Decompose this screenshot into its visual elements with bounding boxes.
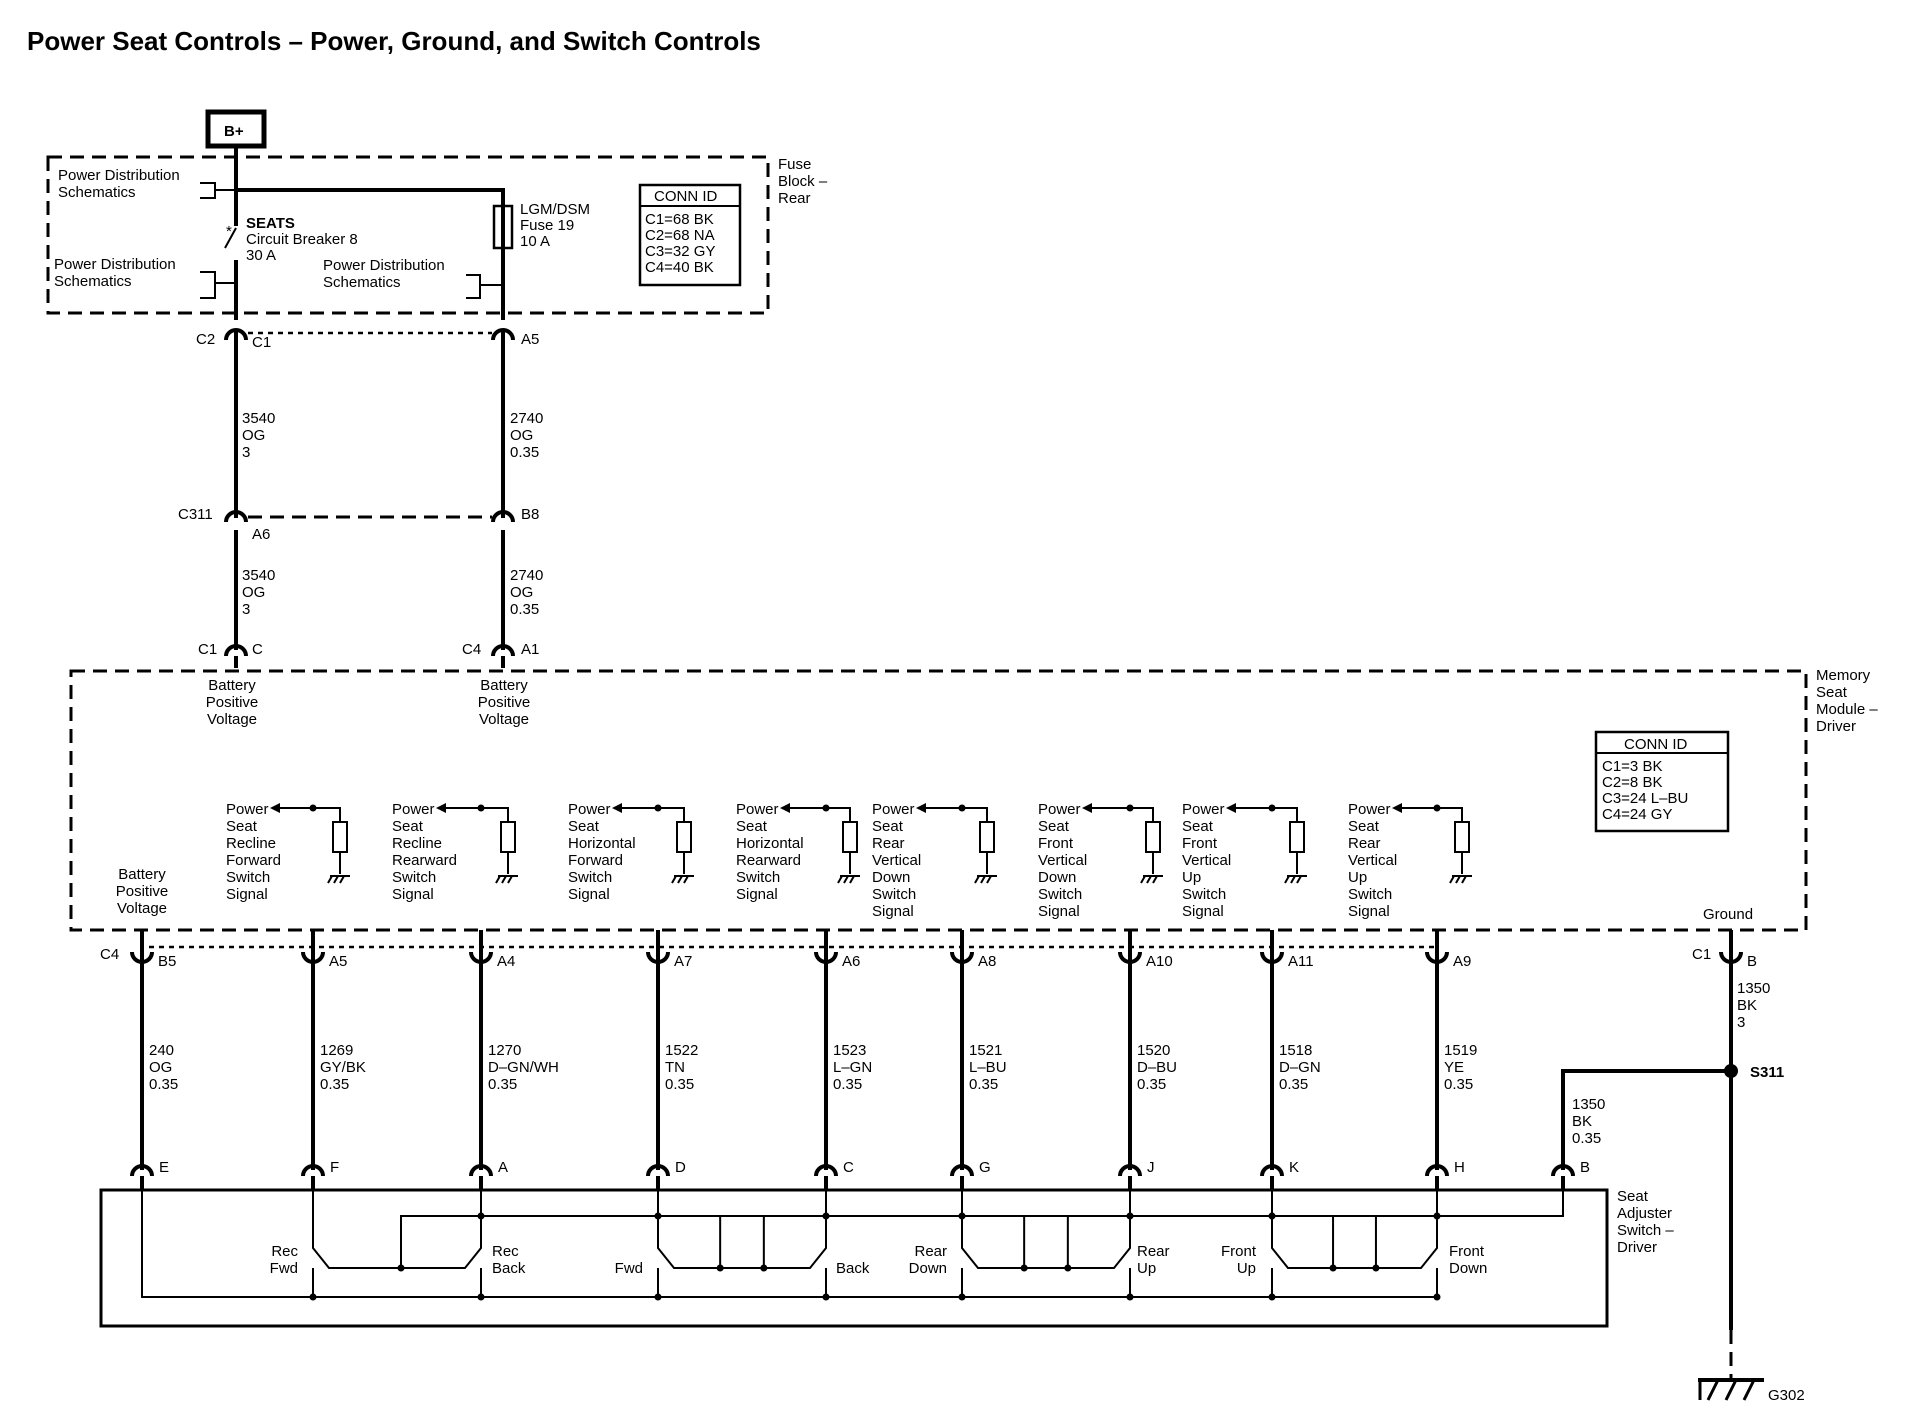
wire-2740-label: 0.35: [510, 601, 540, 618]
resistor-branch: [1272, 808, 1297, 822]
pin-label-bottom: H: [1454, 1159, 1465, 1176]
wire-3540-label: 3540: [242, 410, 276, 427]
circuit-wire-label: 0.35: [320, 1076, 350, 1093]
signal-label-line: Recline: [226, 835, 277, 852]
conn-label-c311: C311: [178, 506, 213, 523]
circuit-wire-label: GY/BK: [320, 1059, 366, 1076]
module-conn-row: C2=8 BK: [1602, 774, 1663, 791]
wire-2740-label: 0.35: [510, 444, 540, 461]
switch-label-line: Seat: [1617, 1188, 1648, 1205]
resistor-branch: [962, 808, 987, 822]
signal-label-line: Seat: [1348, 818, 1379, 835]
junction-dot: [823, 1213, 830, 1220]
connector-pin-bottom-symbol: [648, 1166, 668, 1176]
bpv-bottom-label: Battery: [118, 866, 166, 883]
signal-label-line: Power: [736, 801, 779, 818]
resistor-icon: [677, 822, 691, 852]
conn-label-c4-lower: C4: [100, 946, 120, 963]
fuse-feed-wire: [236, 190, 503, 206]
pds-bracket-3: [466, 275, 503, 298]
bpv-bottom-label: Positive: [115, 883, 169, 900]
circuit-wire-label: 0.35: [488, 1076, 518, 1093]
module-label-line: Module –: [1816, 701, 1878, 718]
circuit-wire-label: 0.35: [149, 1076, 179, 1093]
switch-front-down-label: Down: [1449, 1260, 1488, 1277]
ground-icon: [1141, 852, 1163, 883]
arrow-left-icon: [436, 803, 446, 813]
signal-label-line: Switch: [392, 869, 437, 886]
module-conn-row: C1=3 BK: [1602, 758, 1663, 775]
junction-dot: [1434, 1294, 1441, 1301]
signal-label-line: Seat: [568, 818, 599, 835]
wire-3540-label: 3540: [242, 567, 276, 584]
ground-icon: [1450, 852, 1472, 883]
wire-3540-label: OG: [242, 584, 266, 601]
switch-return-leg: [658, 1268, 826, 1297]
pds-bracket-2: [200, 272, 236, 298]
connector-pin-bottom-symbol: [816, 1166, 836, 1176]
junction-dot: [959, 1213, 966, 1220]
signal-label-line: Signal: [1038, 903, 1080, 920]
switch-back-label: Back: [836, 1260, 870, 1277]
junction-dot: [1434, 1213, 1441, 1220]
circuit-wire-label: 0.35: [969, 1076, 999, 1093]
signal-label-line: Down: [1038, 869, 1077, 886]
conn-label-c4: C4: [462, 641, 482, 658]
signal-label-line: Power: [872, 801, 915, 818]
switch-label-line: Adjuster: [1617, 1205, 1673, 1222]
signal-label-line: Seat: [392, 818, 423, 835]
arrow-left-icon: [916, 803, 926, 813]
signal-label-line: Down: [872, 869, 911, 886]
conn-label-c1: C1: [198, 641, 218, 658]
switch-rear-down-label: Rear: [914, 1243, 947, 1260]
circuit-wire-label: 1520: [1137, 1042, 1171, 1059]
pin-label-top: A7: [674, 953, 693, 970]
pds-label-2: Power Distribution: [54, 256, 176, 273]
bpv-left-label: Battery: [208, 677, 256, 694]
ground-icon: [328, 852, 350, 883]
signal-label-line: Seat: [1182, 818, 1213, 835]
memory-seat-module-boundary: [71, 671, 1806, 930]
resistor-branch: [1130, 808, 1153, 822]
junction-dot: [478, 805, 485, 812]
circuit-wire-label: L–BU: [969, 1059, 1007, 1076]
battery-positive-label: B+: [224, 123, 244, 140]
switch-rec-fwd-label: Fwd: [269, 1260, 298, 1277]
connector-c4-a1-symbol: [493, 646, 513, 656]
bpv-right-label: Voltage: [478, 711, 530, 728]
wire-2740-label: OG: [510, 427, 534, 444]
resistor-branch: [826, 808, 850, 822]
signal-label-line: Up: [1182, 869, 1202, 886]
breaker-label: 30 A: [246, 247, 277, 264]
wire-3540-label: OG: [242, 427, 266, 444]
module-conn-row: C3=24 L–BU: [1602, 790, 1689, 807]
junction-dot: [823, 805, 830, 812]
junction-dot: [1269, 805, 1276, 812]
switch-front-down-label: Front: [1449, 1243, 1485, 1260]
circuit-wire-label: 0.35: [833, 1076, 863, 1093]
signal-label-line: Up: [1348, 869, 1368, 886]
switch-contact-loop: [962, 1190, 1130, 1268]
signal-circuits: [226, 801, 1472, 920]
pds-label-3: Power Distribution: [323, 257, 445, 274]
ground-icon: [496, 852, 518, 883]
pds-label-1: Power Distribution: [58, 167, 180, 184]
junction-dot: [655, 805, 662, 812]
fuse-block-conn-row: C4=40 BK: [645, 259, 714, 276]
signal-label-line: Vertical: [1348, 852, 1398, 869]
signal-label-line: Vertical: [872, 852, 922, 869]
circuit-wire-label: 1523: [833, 1042, 867, 1059]
module-label-line: Seat: [1816, 684, 1847, 701]
signal-label-line: Signal: [392, 886, 434, 903]
arrow-left-icon: [1226, 803, 1236, 813]
signal-label-line: Switch: [1182, 886, 1227, 903]
switch-ground-wire-label: 1350: [1572, 1096, 1606, 1113]
fuse-block-label: [778, 156, 828, 207]
signal-label-line: Front: [1038, 835, 1074, 852]
lower-circuits: [132, 930, 1757, 1190]
pin-label-top: B: [1747, 953, 1758, 970]
switch-rec-back-label: Back: [492, 1260, 526, 1277]
conn-label-a1: A1: [521, 641, 540, 658]
fuse-block-conn-row: C3=32 GY: [645, 243, 716, 260]
connector-pin-bottom-symbol: [1262, 1166, 1282, 1176]
pin-label-top: A11: [1288, 953, 1314, 970]
connector-pin-bottom-symbol: [471, 1166, 491, 1176]
conn-label-c1: C1: [252, 334, 272, 351]
signal-label-line: Signal: [226, 886, 268, 903]
fuse-block-label-line: Rear: [778, 190, 811, 207]
signal-label-line: Vertical: [1038, 852, 1088, 869]
switch-rec-back-label: Rec: [492, 1243, 519, 1260]
signal-label-line: Power: [568, 801, 611, 818]
conn-label-b8: B8: [521, 506, 540, 523]
resistor-branch: [1437, 808, 1462, 822]
signal-label-line: Rear: [1348, 835, 1381, 852]
signal-label-line: Horizontal: [568, 835, 636, 852]
switch-return-leg: [1272, 1268, 1437, 1297]
wire-2740-label: 2740: [510, 410, 544, 427]
switch-ground-tap: [1024, 1216, 1068, 1268]
fuse-label: 10 A: [520, 233, 551, 250]
switch-contact-loop: [313, 1190, 481, 1268]
switch-front-up-label: Front: [1220, 1243, 1256, 1260]
signal-label-line: Power: [1182, 801, 1225, 818]
connector-pin-bottom-symbol: [952, 1166, 972, 1176]
circuit-wire-label: 1518: [1279, 1042, 1313, 1059]
wire-3540-label: 3: [242, 601, 251, 618]
pds-label-2: Schematics: [54, 273, 132, 290]
junction-dot: [959, 1294, 966, 1301]
module-conn-title: CONN ID: [1624, 736, 1688, 753]
conn-label-c: C: [252, 641, 263, 658]
signal-label-line: Switch: [226, 869, 271, 886]
ground-wire-label: BK: [1737, 997, 1758, 1014]
junction-dot: [398, 1265, 405, 1272]
switch-ground-tap: [1333, 1216, 1376, 1268]
pds-label-3: Schematics: [323, 274, 401, 291]
signal-label-line: Rear: [872, 835, 905, 852]
conn-label-c1-lower: C1: [1692, 946, 1712, 963]
circuit-wire-label: 0.35: [665, 1076, 695, 1093]
circuit-wire-label: 1270: [488, 1042, 522, 1059]
junction-dot: [655, 1213, 662, 1220]
ground-icon: [838, 852, 860, 883]
circuit-wire-label: 1522: [665, 1042, 699, 1059]
circuit-wire-label: 1521: [969, 1042, 1003, 1059]
pds-label-1: Schematics: [58, 184, 136, 201]
signal-label-line: Vertical: [1182, 852, 1232, 869]
pin-label-bottom: D: [675, 1159, 686, 1176]
signal-label-line: Switch: [1038, 886, 1083, 903]
resistor-icon: [980, 822, 994, 852]
signal-label-line: Power: [226, 801, 269, 818]
arrow-left-icon: [612, 803, 622, 813]
ground-icon: [975, 852, 997, 883]
signal-label-line: Signal: [872, 903, 914, 920]
wire-2740-label: OG: [510, 584, 534, 601]
connector-c1-c-symbol: [226, 646, 246, 656]
pds-bracket-1: [200, 183, 236, 198]
module-label-line: Driver: [1816, 718, 1856, 735]
conn-label-a5: A5: [521, 331, 540, 348]
module-conn-row: C4=24 GY: [1602, 806, 1673, 823]
pin-label-top: A9: [1453, 953, 1472, 970]
signal-label-line: Switch: [872, 886, 917, 903]
switch-contact-loop: [1272, 1190, 1437, 1268]
switch-front-up-label: Up: [1236, 1260, 1256, 1277]
pin-label-bottom: B: [1580, 1159, 1591, 1176]
signal-label-line: Signal: [1348, 903, 1390, 920]
signal-label-line: Forward: [568, 852, 624, 869]
arrow-left-icon: [270, 803, 280, 813]
ground-wire-label: 3: [1737, 1014, 1746, 1031]
circuit-wire-label: YE: [1444, 1059, 1465, 1076]
resistor-icon: [843, 822, 857, 852]
resistor-icon: [1290, 822, 1304, 852]
bpv-bottom-label: Voltage: [116, 900, 168, 917]
breaker-label: SEATS: [246, 215, 295, 232]
fuse-label: LGM/DSM: [520, 201, 591, 218]
breaker-star: *: [226, 223, 232, 240]
junction-dot: [1127, 1213, 1134, 1220]
junction-dot: [1330, 1265, 1337, 1272]
circuit-wire-label: 0.35: [1137, 1076, 1167, 1093]
signal-label-line: Front: [1182, 835, 1218, 852]
signal-label-line: Rearward: [392, 852, 458, 869]
switch-contact-loop: [658, 1190, 826, 1268]
circuit-wire-label: 240: [149, 1042, 175, 1059]
bpv-right-label: Battery: [480, 677, 528, 694]
junction-dot: [1434, 805, 1441, 812]
pin-label-bottom: F: [330, 1159, 340, 1176]
resistor-branch: [313, 808, 340, 822]
seat-adjuster-switch-box: [101, 1190, 1607, 1326]
switch-label-line: Driver: [1617, 1239, 1657, 1256]
switch-return-leg: [313, 1268, 481, 1297]
junction-dot: [959, 805, 966, 812]
ground-icon: [1285, 852, 1307, 883]
switch-fwd-label: Fwd: [614, 1260, 643, 1277]
switch-ground-wire-label: BK: [1572, 1113, 1593, 1130]
arrow-left-icon: [780, 803, 790, 813]
connector-pin-bottom-symbol: [1120, 1166, 1140, 1176]
module-ground-label: Ground: [1703, 906, 1754, 923]
switch-rear-down-label: Down: [908, 1260, 947, 1277]
junction-dot: [1269, 1294, 1276, 1301]
wire-2740-label: 2740: [510, 567, 544, 584]
signal-label-line: Switch: [568, 869, 613, 886]
ground-icon: [672, 852, 694, 883]
junction-dot: [310, 805, 317, 812]
splice-s311-label: S311: [1750, 1064, 1785, 1081]
junction-dot: [717, 1265, 724, 1272]
ground-wire-label: 1350: [1737, 980, 1771, 997]
fuse-label: Fuse 19: [520, 217, 575, 234]
arrow-left-icon: [1392, 803, 1402, 813]
pin-label-bottom: G: [979, 1159, 991, 1176]
signal-label-line: Seat: [1038, 818, 1069, 835]
bpv-left-label: Positive: [205, 694, 259, 711]
pin-label-bottom: C: [843, 1159, 854, 1176]
circuit-wire-label: L–GN: [833, 1059, 873, 1076]
circuit-wire-label: 1269: [320, 1042, 354, 1059]
resistor-icon: [333, 822, 347, 852]
circuit-wire-label: 1519: [1444, 1042, 1478, 1059]
resistor-branch: [658, 808, 684, 822]
resistor-icon: [501, 822, 515, 852]
junction-dot: [1021, 1265, 1028, 1272]
fuse-block-conn-title: CONN ID: [654, 188, 718, 205]
junction-dot: [1269, 1213, 1276, 1220]
signal-label-line: Seat: [736, 818, 767, 835]
switch-rec-fwd-label: Rec: [271, 1243, 298, 1260]
pin-label-bottom: E: [159, 1159, 170, 1176]
junction-dot: [823, 1294, 830, 1301]
junction-dot: [655, 1294, 662, 1301]
junction-dot: [760, 1265, 767, 1272]
signal-label-line: Signal: [1182, 903, 1224, 920]
pin-label-bottom: J: [1147, 1159, 1155, 1176]
junction-dot: [1127, 805, 1134, 812]
signal-label-line: Power: [1348, 801, 1391, 818]
signal-label-line: Seat: [226, 818, 257, 835]
diagram-title: Power Seat Controls – Power, Ground, and Switch Controls: [27, 26, 761, 56]
fuse-block-conn-row: C1=68 BK: [645, 211, 714, 228]
signal-label-line: Signal: [736, 886, 778, 903]
circuit-wire-label: OG: [149, 1059, 173, 1076]
circuit-wire-label: D–GN/WH: [488, 1059, 559, 1076]
signal-label-line: Signal: [568, 886, 610, 903]
pin-label-bottom: K: [1289, 1159, 1300, 1176]
connector-pin-bottom-symbol: [132, 1166, 152, 1176]
circuit-wire-label: 0.35: [1444, 1076, 1474, 1093]
pin-label-top: B5: [158, 953, 177, 970]
circuit-wire-label: 0.35: [1279, 1076, 1309, 1093]
resistor-branch: [481, 808, 508, 822]
module-label-line: Memory: [1816, 667, 1871, 684]
resistor-icon: [1455, 822, 1469, 852]
fuse-block-conn-row: C2=68 NA: [645, 227, 715, 244]
conn-label-a6: A6: [252, 526, 271, 543]
switch-rear-up-label: Rear: [1137, 1243, 1170, 1260]
wire-3540-label: 3: [242, 444, 251, 461]
pin-label-bottom: A: [498, 1159, 509, 1176]
ground-g302-icon: [1698, 1380, 1764, 1400]
switch-ground-wire-label: 0.35: [1572, 1130, 1602, 1147]
breaker-label: Circuit Breaker 8: [246, 231, 358, 248]
signal-label-line: Recline: [392, 835, 443, 852]
fuse-block-label-line: Block –: [778, 173, 828, 190]
switch-rear-up-label: Up: [1137, 1260, 1157, 1277]
bpv-right-label: Positive: [477, 694, 531, 711]
switch-ground-bus: [401, 1190, 1563, 1270]
bpv-left-label: Voltage: [206, 711, 258, 728]
conn-label-c2: C2: [196, 331, 216, 348]
signal-label-line: Seat: [872, 818, 903, 835]
signal-label-line: Rearward: [736, 852, 802, 869]
junction-dot: [478, 1294, 485, 1301]
signal-label-line: Switch: [1348, 886, 1393, 903]
circuit-wire-label: D–GN: [1279, 1059, 1321, 1076]
switch-return-leg: [962, 1268, 1130, 1297]
signal-label-line: Horizontal: [736, 835, 804, 852]
junction-dot: [1064, 1265, 1071, 1272]
switch-label-line: Switch –: [1617, 1222, 1674, 1239]
junction-dot: [310, 1294, 317, 1301]
signal-label-line: Power: [392, 801, 435, 818]
pin-label-top: A6: [842, 953, 861, 970]
signal-label-line: Power: [1038, 801, 1081, 818]
junction-dot: [1372, 1265, 1379, 1272]
switch-contacts: [142, 1190, 1563, 1301]
pin-label-top: A4: [497, 953, 516, 970]
switch-ground-tap: [720, 1216, 764, 1268]
pin-label-top: A8: [978, 953, 997, 970]
signal-label-line: Forward: [226, 852, 282, 869]
signal-label-line: Switch: [736, 869, 781, 886]
connector-pin-bottom-symbol: [303, 1166, 323, 1176]
circuit-wire-label: D–BU: [1137, 1059, 1178, 1076]
fuse-block-label-line: Fuse: [778, 156, 812, 173]
circuit-wire-label: TN: [665, 1059, 685, 1076]
pin-label-top: A5: [329, 953, 348, 970]
g302-label: G302: [1768, 1387, 1805, 1404]
arrow-left-icon: [1082, 803, 1092, 813]
resistor-icon: [1146, 822, 1160, 852]
connector-pin-bottom-symbol: [1427, 1166, 1447, 1176]
junction-dot: [1127, 1294, 1134, 1301]
pin-label-top: A10: [1146, 953, 1173, 970]
junction-dot: [478, 1213, 485, 1220]
